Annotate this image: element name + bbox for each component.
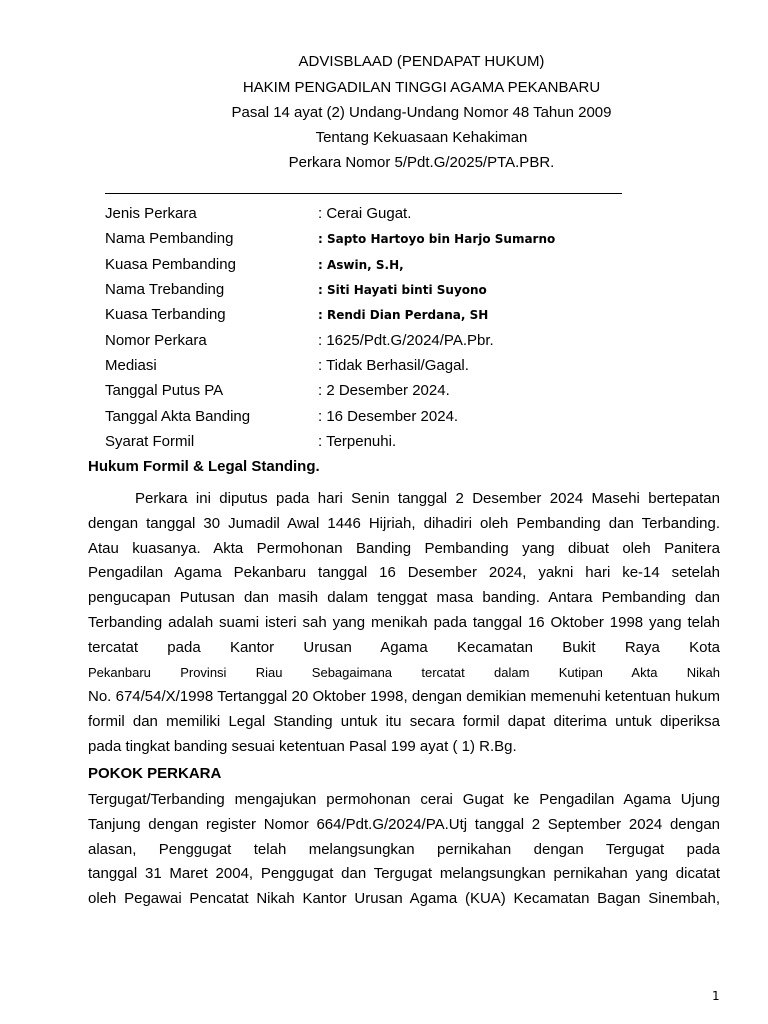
detail-value: : Rendi Dian Perdana, SH <box>318 308 489 322</box>
section-heading-pokok: POKOK PERKARA <box>88 765 222 782</box>
detail-row <box>105 356 705 376</box>
detail-label: Mediasi <box>105 357 157 374</box>
detail-label: Kuasa Pembanding <box>105 256 236 273</box>
paragraph-line: alasan, Penggugat telah melangsungkan pernikahan dengan Tergugat pada <box>88 840 720 858</box>
paragraph-line: Pekanbaru Provinsi Riau Sebagaimana tercatat dalam Kutipan Akta Nikah <box>88 664 720 680</box>
page-number: 1 <box>712 989 720 1003</box>
paragraph-formil <box>88 487 720 760</box>
detail-value: : Siti Hayati binti Suyono <box>318 283 487 297</box>
doc-title: ADVISBLAAD (PENDAPAT HUKUM) <box>298 53 545 70</box>
paragraph-line: Tergugat/Terbanding mengajukan permohonan cerai Gugat ke Pengadilan Agama Ujung <box>88 791 720 808</box>
detail-row <box>105 407 705 427</box>
detail-label: Nomor Perkara <box>105 332 207 349</box>
paragraph-line: oleh Pegawai Pencatat Nikah Kantor Urusan Agama (KUA) Kecamatan Bagan Sinembah, <box>88 890 720 908</box>
doc-subtitle-law: Pasal 14 ayat (2) Undang-Undang Nomor 48 Tahun 2009 <box>231 104 612 121</box>
detail-value: : Terpenuhi. <box>318 433 397 450</box>
paragraph-line: Tanjung dengan register Nomor 664/Pdt.G/2024/PA.Utj tanggal 2 September 2024 dengan <box>88 815 720 833</box>
detail-label: Tanggal Akta Banding <box>105 408 251 425</box>
detail-row <box>105 229 705 249</box>
section-heading-formil: Hukum Formil & Legal Standing. <box>88 458 320 475</box>
detail-row <box>105 432 705 452</box>
paragraph-line: Terbanding adalah suami isteri sah yang menikah pada tanggal 16 Oktober 1998 yang telah <box>88 613 720 631</box>
detail-label: Nama Trebanding <box>105 281 225 298</box>
detail-row <box>105 305 705 325</box>
detail-value: : 16 Desember 2024. <box>318 408 459 425</box>
detail-label: Tanggal Putus PA <box>105 382 224 399</box>
detail-value: : Cerai Gugat. <box>318 205 412 222</box>
detail-label: Nama Pembanding <box>105 230 234 247</box>
detail-row <box>105 331 705 351</box>
detail-row <box>105 280 705 300</box>
detail-label: Syarat Formil <box>105 433 195 450</box>
doc-subtitle-court: HAKIM PENGADILAN TINGGI AGAMA PEKANBARU <box>242 79 601 96</box>
doc-subtitle-topic: Tentang Kekuasaan Kehakiman <box>315 129 528 146</box>
paragraph-pokok <box>88 788 720 912</box>
case-number-title: Perkara Nomor 5/Pdt.G/2025/PTA.PBR. <box>288 154 555 171</box>
paragraph-line: pada tingkat banding sesuai ketentuan Pasal 199 ayat ( 1) R.Bg. <box>88 737 517 755</box>
detail-value: : 2 Desember 2024. <box>318 382 450 399</box>
paragraph-line: Atau kuasanya. Akta Permohonan Banding Pembanding yang dibuat oleh Panitera <box>88 539 720 557</box>
paragraph-line: formil dan memiliki Legal Standing untuk itu secara formil dapat diterima untuk diperiksa <box>88 713 720 731</box>
paragraph-line: tanggal 31 Maret 2004, Penggugat dan Tergugat melangsungkan pernikahan yang dicatat <box>88 865 720 883</box>
detail-value: : Aswin, S.H, <box>318 258 404 272</box>
detail-row <box>105 381 705 401</box>
paragraph-line: Pengadilan Agama Pekanbaru tanggal 16 Desember 2024, yakni hari ke-14 setelah <box>88 564 720 582</box>
detail-value: : 1625/Pdt.G/2024/PA.Pbr. <box>318 332 494 349</box>
paragraph-line: No. 674/54/X/1998 Tertanggal 20 Oktober 1998, dengan demikian memenuhi ketentuan hukum <box>88 688 720 706</box>
detail-label: Jenis Perkara <box>105 205 197 222</box>
paragraph-line: pengucapan Putusan dan masih dalam tenggat masa banding. Antara Pembanding dan <box>88 589 720 607</box>
detail-label: Kuasa Terbanding <box>105 306 226 323</box>
detail-row <box>105 204 705 224</box>
detail-value: : Sapto Hartoyo bin Harjo Sumarno <box>318 232 556 246</box>
detail-row <box>105 255 705 275</box>
header-divider <box>105 193 622 194</box>
paragraph-line: tercatat pada Kantor Urusan Agama Kecamatan Bukit Raya Kota <box>88 638 720 656</box>
detail-value: : Tidak Berhasil/Gagal. <box>318 357 469 374</box>
paragraph-line: Perkara ini diputus pada hari Senin tanggal 2 Desember 2024 Masehi bertepatan <box>135 490 720 507</box>
paragraph-line: dengan tanggal 30 Jumadil Awal 1446 Hijriah, dihadiri oleh Pembanding dan Terbanding. <box>88 514 720 532</box>
